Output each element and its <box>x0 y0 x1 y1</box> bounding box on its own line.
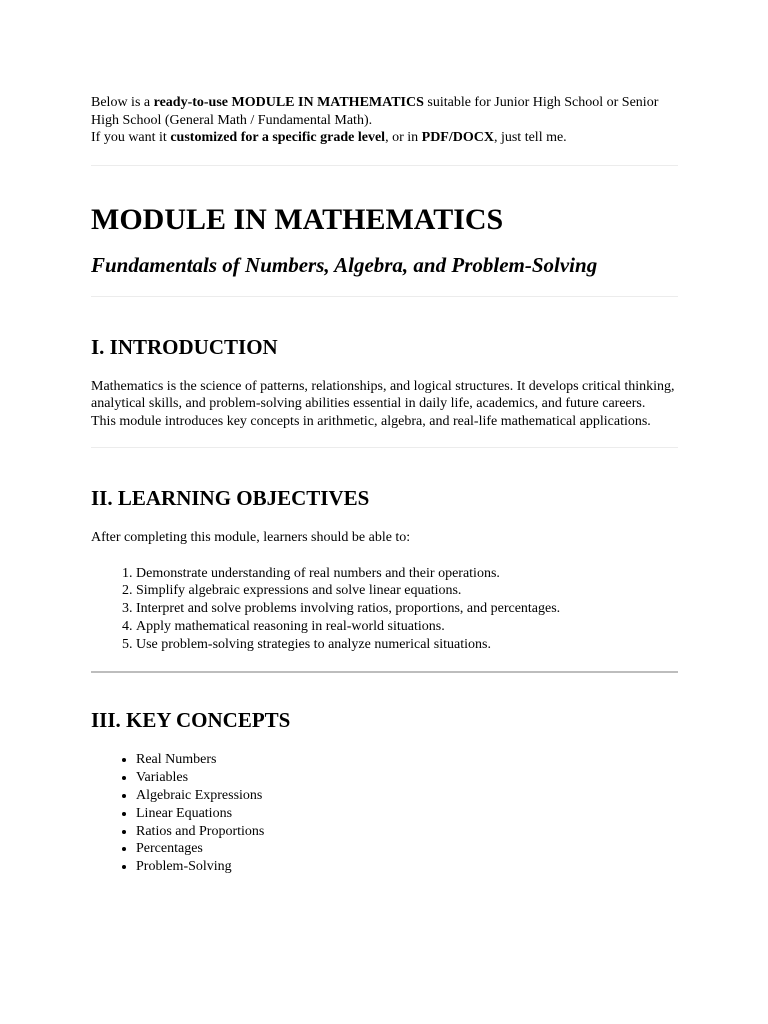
divider-thick <box>91 671 678 673</box>
intro-bold-text: customized for a specific grade level <box>170 130 386 145</box>
intro-bold-text: ready-to-use MODULE IN MATHEMATICS <box>153 95 424 110</box>
list-item: • Variables <box>136 769 678 787</box>
list-item: 5. Use problem-solving strategies to analyze numerical situations. <box>136 636 678 654</box>
key-concepts-list <box>91 751 678 876</box>
document-page <box>91 94 678 876</box>
intro-bold-text: PDF/DOCX <box>421 130 494 145</box>
intro-text: If you want it <box>91 130 171 145</box>
divider <box>91 296 678 297</box>
introduction-paragraph-1: Mathematics is the science of patterns, relationships, and logical structures. It develops critical thinking, analytical skills, and problem-solving abilities essential in daily life, academics, and future careers. <box>91 378 675 411</box>
module-subtitle: Fundamentals of Numbers, Algebra, and Problem-Solving <box>91 252 598 277</box>
introduction-paragraph-2: This module introduces key concepts in arithmetic, algebra, and real-life mathematical applications. <box>91 413 651 429</box>
list-item: 4. Apply mathematical reasoning in real-world situations. <box>136 618 678 636</box>
list-item: 1. Demonstrate understanding of real numbers and their operations. <box>136 565 678 583</box>
key-concepts-heading: III. KEY CONCEPTS <box>91 708 291 733</box>
divider <box>91 447 678 448</box>
list-item: 3. Interpret and solve problems involving ratios, proportions, and percentages. <box>136 600 678 618</box>
list-item: 2. Simplify algebraic expressions and solve linear equations. <box>136 582 678 600</box>
objectives-heading: II. LEARNING OBJECTIVES <box>91 486 370 510</box>
list-item: • Ratios and Proportions <box>136 823 678 841</box>
intro-text: Below is a <box>91 95 154 110</box>
intro-paragraph-1 <box>91 94 678 129</box>
intro-text: suitable for Junior High School or Senior High School (General Math / Fundamental Math). <box>91 95 659 128</box>
intro-text: , just tell me. <box>493 130 567 145</box>
introduction-heading: I. INTRODUCTION <box>91 334 278 359</box>
intro-paragraph-2 <box>91 129 678 147</box>
objectives-lead: After completing this module, learners should be able to: <box>91 530 411 545</box>
divider <box>91 165 678 166</box>
intro-text: , or in <box>385 130 422 145</box>
module-title: MODULE IN MATHEMATICS <box>91 202 504 236</box>
list-item: • Linear Equations <box>136 805 678 823</box>
list-item: • Algebraic Expressions <box>136 787 678 805</box>
list-item: • Problem-Solving <box>136 858 678 876</box>
list-item: • Real Numbers <box>136 751 678 769</box>
list-item: • Percentages <box>136 840 678 858</box>
objectives-list <box>91 565 678 654</box>
